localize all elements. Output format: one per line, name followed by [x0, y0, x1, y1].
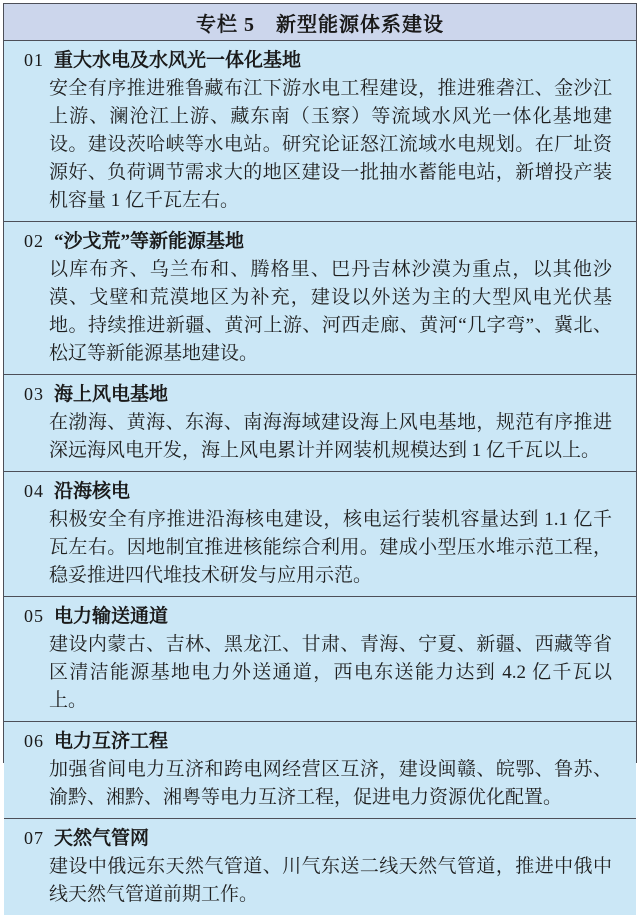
section-head	[4, 46, 636, 75]
section-head	[4, 824, 636, 853]
section-heading: 沿海核电	[54, 481, 131, 502]
section	[4, 471, 636, 596]
section-body: 加强省间电力互济和跨电网经营区互济，建设闽赣、皖鄂、鲁苏、渝黔、湘黔、湘粤等电力互济工程，促进电力资源优化配置。	[49, 759, 612, 808]
section-head	[4, 727, 636, 756]
section-number: 07	[24, 828, 44, 848]
section-head	[4, 380, 636, 409]
column-title: 专栏 5 新型能源体系建设	[4, 4, 636, 41]
section-body: 积极安全有序推进沿海核电建设，核电运行装机容量达到 1.1 亿千瓦左右。因地制宜推进核能综合利用。建成小型压水堆示范工程，稳妥推进四代堆技术研发与应用示范。	[49, 509, 612, 586]
section-body: 建设中俄远东天然气管道、川气东送二线天然气管道，推进中俄中线天然气管道前期工作。	[49, 856, 612, 905]
section	[4, 41, 636, 221]
section-number: 03	[24, 384, 44, 404]
section-heading: 天然气管网	[54, 828, 150, 849]
section-heading: 重大水电及水风光一体化基地	[54, 50, 302, 71]
section-heading: 海上风电基地	[54, 384, 169, 405]
column-box	[3, 3, 637, 905]
section-number: 02	[24, 231, 44, 251]
section-number: 05	[24, 606, 44, 626]
section-head	[4, 602, 636, 631]
section-head	[4, 477, 636, 506]
section-heading: 电力输送通道	[54, 606, 169, 627]
section-number: 04	[24, 481, 44, 501]
sections-container	[4, 41, 636, 915]
section	[4, 818, 636, 915]
section-heading: “沙戈荒”等新能源基地	[54, 231, 245, 252]
section-number: 06	[24, 731, 44, 751]
section-head	[4, 227, 636, 256]
section	[4, 221, 636, 374]
section-body: 以库布齐、乌兰布和、腾格里、巴丹吉林沙漠为重点，以其他沙漠、戈壁和荒漠地区为补充，建设以外送为主的大型风电光伏基地。持续推进新疆、黄河上游、河西走廊、黄河“几字弯”、冀北、松辽等新能源基地建设。	[49, 259, 612, 364]
section-heading: 电力互济工程	[54, 731, 169, 752]
section-body: 安全有序推进雅鲁藏布江下游水电工程建设，推进雅砻江、金沙江上游、澜沧江上游、藏东南（玉察）等流域水风光一体化基地建设。建设茨哈峡等水电站。研究论证怒江流域水电规划。在厂址资源好、负荷调节需求大的地区建设一批抽水蓄能电站，新增投产装机容量 1 亿千瓦左右。	[49, 78, 612, 211]
section	[4, 721, 636, 818]
section-body: 建设内蒙古、吉林、黑龙江、甘肃、青海、宁夏、新疆、西藏等省区清洁能源基地电力外送通道，西电东送能力达到 4.2 亿千瓦以上。	[49, 634, 612, 711]
section	[4, 374, 636, 471]
section-number: 01	[24, 50, 44, 70]
section-body: 在渤海、黄海、东海、南海海域建设海上风电基地，规范有序推进深远海风电开发，海上风电累计并网装机规模达到 1 亿千瓦以上。	[49, 412, 612, 461]
section	[4, 596, 636, 721]
